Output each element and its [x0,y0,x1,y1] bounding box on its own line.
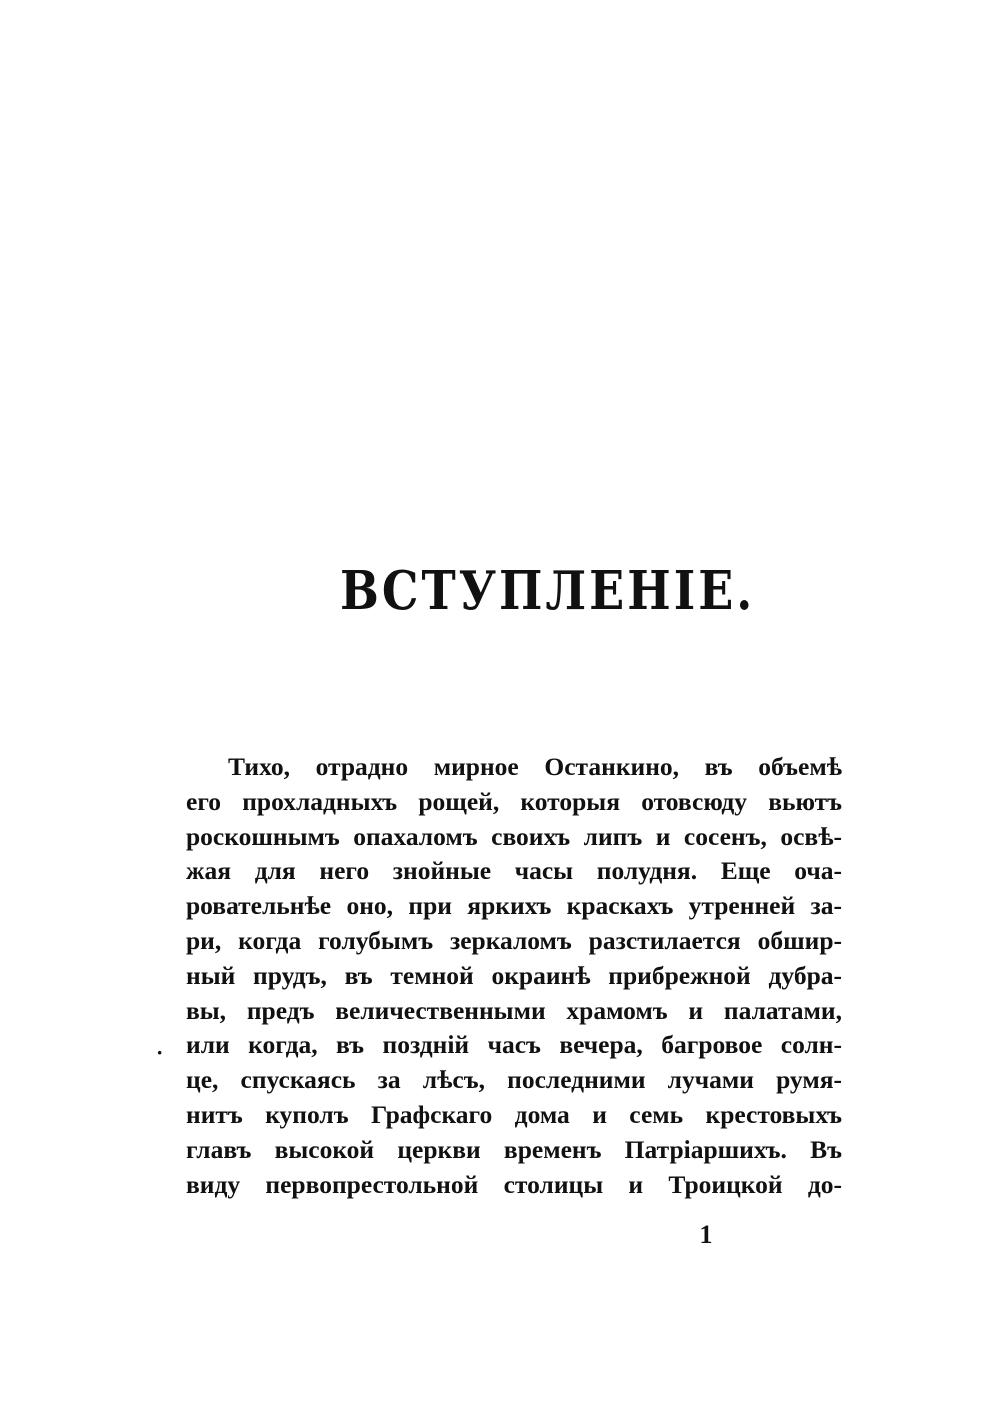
text-line: главъ высокой церкви временъ Патріаршихъ. Въ [186,1134,842,1164]
chapter-title: ВСТУПЛЕНІЕ. [340,559,756,622]
text-line: нитъ куполъ Графскаго дома и семь крестовыхъ [186,1099,842,1129]
text-line: роскошнымъ опахаломъ своихъ липъ и сосенъ, освѣ- [186,821,842,851]
text-line: ри, когда голубымъ зеркаломъ разстилается обшир- [186,925,842,955]
page-number: 1 [699,1220,713,1249]
text-line: его прохладныхъ рощей, которыя отовсюду вьютъ [186,786,842,816]
text-line: це, спускаясь за лѣсъ, последними лучами румя- [186,1065,842,1095]
text-line: ровательнѣе оно, при яркихъ краскахъ утренней за- [186,891,842,921]
paragraph [186,750,842,1202]
text-line: жая для него знойные часы полудня. Еще оча- [186,856,842,886]
text-line: вы, предъ величественными храмомъ и палатами, [186,995,842,1025]
text-line: или когда, въ поздній часъ вечера, багровое солн- [186,1030,842,1060]
text-line: Тихо, отрадно мирное Останкино, въ объемѣ [228,752,842,781]
text-line: ный прудъ, въ темной окраинѣ прибрежной дубра- [186,960,842,990]
margin-mark: · [156,1040,164,1065]
text-line: виду первопрестольной столицы и Троицкой до- [186,1169,842,1199]
